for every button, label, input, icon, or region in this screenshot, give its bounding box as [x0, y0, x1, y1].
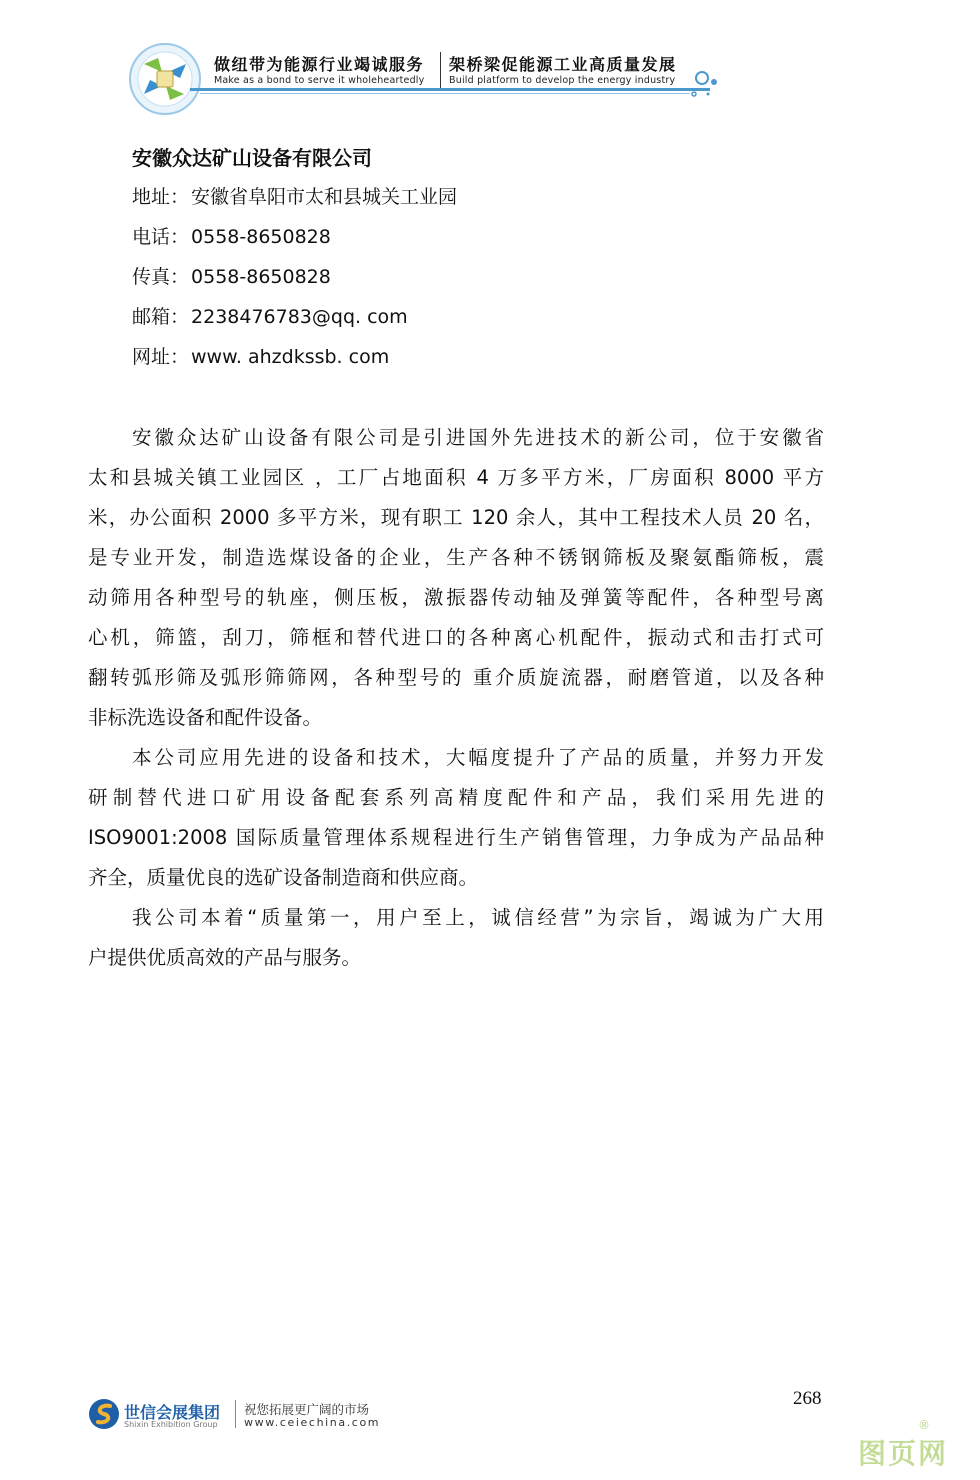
paragraph-1-line: 心机，筛篮，刮刀，筛框和替代进口的各种离心机配件，振动式和击打式可	[88, 626, 824, 649]
header-rule	[190, 88, 710, 91]
contact-phone	[132, 222, 331, 249]
paragraph-2-line: 齐全，质量优良的选矿设备制造商和供应商。	[88, 866, 479, 889]
footer-url-link[interactable]: www.ceiechina.com	[244, 1416, 381, 1429]
email-label: 邮箱：	[132, 306, 190, 328]
paragraph-2-line: 本公司应用先进的设备和技术，大幅度提升了产品的质量，并努力开发	[132, 746, 824, 769]
address-value: 安徽省阜阳市太和县城关工业园	[191, 186, 458, 208]
paragraph-1-line: 米，办公面积 2000 多平方米，现有职工 120 余人，其中工程技术人员 20 名，	[88, 506, 824, 529]
header-slogan-left-en: Make as a bond to serve it wholeheartedly	[214, 75, 425, 86]
paragraph-2-line: ISO9001:2008 国际质量管理体系规程进行生产销售管理，力争成为产品品种	[88, 826, 824, 849]
fax-label: 传真：	[132, 266, 190, 288]
paragraph-1-line: 安徽众达矿山设备有限公司是引进国外先进技术的新公司，位于安徽省	[132, 426, 824, 449]
fax-value: 0558-8650828	[191, 266, 331, 288]
header-rule-thin	[200, 93, 690, 94]
phone-value: 0558-8650828	[191, 226, 331, 248]
email-value[interactable]: 2238476783@qq. com	[191, 306, 408, 328]
website-label: 网址：	[132, 346, 190, 368]
contact-address	[132, 182, 457, 209]
address-label: 地址：	[132, 186, 190, 208]
footer-divider	[235, 1400, 236, 1428]
paragraph-3-line: 我公司本着“质量第一，用户至上，诚信经营”为宗旨，竭诚为广大用	[132, 906, 824, 929]
paragraph-1-line: 翻转弧形筛及弧形筛筛网，各种型号的 重介质旋流器，耐磨管道，以及各种	[88, 666, 824, 689]
phone-label: 电话：	[132, 226, 190, 248]
paragraph-1-line: 动筛用各种型号的轨座，侧压板，激振器传动轴及弹簧等配件，各种型号离	[88, 586, 824, 609]
contact-fax	[132, 262, 331, 289]
contact-email	[132, 302, 408, 329]
paragraph-1-line: 太和县城关镇工业园区 ，工厂占地面积 4 万多平方米，厂房面积 8000 平方	[88, 466, 824, 489]
watermark-logo: 图页网	[858, 1437, 949, 1470]
paragraph-1-line: 非标洗选设备和配件设备。	[88, 706, 323, 729]
paragraph-1-line: 是专业开发，制造选煤设备的企业，生产各种不锈钢筛板及聚氨酯筛板，震	[88, 546, 824, 569]
header-divider	[440, 52, 441, 88]
website-link[interactable]: www. ahzdkssb. com	[191, 346, 390, 368]
header-slogan-right-en: Build platform to develop the energy industry	[449, 75, 676, 86]
paragraph-2-line: 研制替代进口矿用设备配套系列高精度配件和产品，我们采用先进的	[88, 786, 824, 809]
paragraph-3-line: 户提供优质高效的产品与服务。	[88, 946, 362, 969]
footer-group-name: 世信会展集团	[124, 1403, 221, 1422]
contact-website	[132, 342, 389, 369]
footer-group-name-en: Shixin Exhibition Group	[124, 1420, 218, 1429]
expo-logo-icon	[128, 42, 202, 116]
company-name: 安徽众达矿山设备有限公司	[132, 146, 372, 170]
decorative-dots-icon	[690, 68, 730, 104]
shixin-logo-icon	[88, 1398, 120, 1430]
header-slogan-right: 架桥梁促能源工业高质量发展	[449, 55, 677, 74]
page-number: 268	[793, 1388, 822, 1409]
header-slogan-left: 做纽带为能源行业竭诚服务	[214, 55, 425, 74]
watermark-registered: ®	[918, 1418, 930, 1432]
footer-slogan: 祝您拓展更广阔的市场	[244, 1402, 370, 1417]
